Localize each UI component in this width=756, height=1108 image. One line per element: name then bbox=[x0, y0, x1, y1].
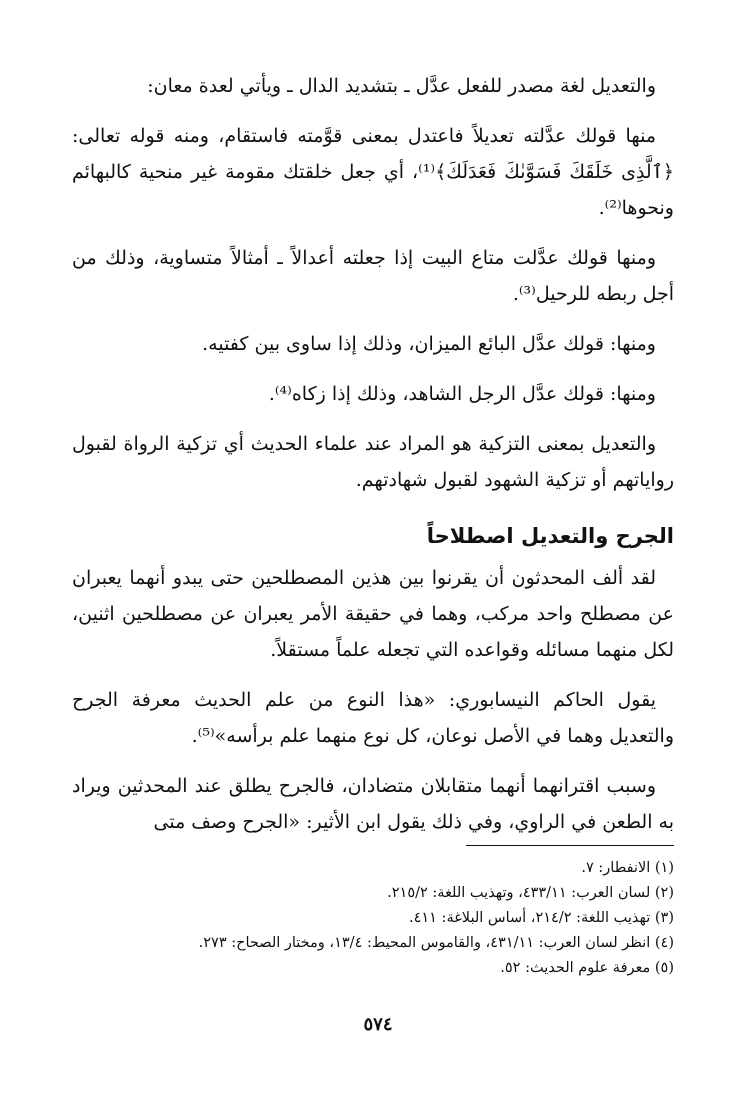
footnote-1: (١) الانفطار: ٧. bbox=[581, 860, 674, 876]
section-heading: الجرح والتعديل اصطلاحاً bbox=[426, 524, 674, 548]
intro-paragraph: والتعديل لغة مصدر للفعل عدَّل ـ بتشديد الدال ـ ويأتي لعدة معان: bbox=[147, 75, 656, 97]
footnote-5: (٥) معرفة علوم الحديث: ٥٢. bbox=[500, 960, 674, 976]
meaning-paragraph-2: ومنها قولك عدَّلت متاع البيت إذا جعلته أعدالاً ـ أمثالاً متساوية، وذلك من أجل ربطه للرحيل⁽³⁾. bbox=[72, 247, 674, 305]
footnote-separator bbox=[466, 845, 674, 846]
meaning-paragraph-1: منها قولك عدَّلته تعديلاً فاعتدل بمعنى قوَّمته فاستقام، ومنه قوله تعالى: ﴿ٱلَّذِى خَلَقَكَ فَسَوَّىٰكَ فَعَدَلَكَ﴾⁽¹⁾، أي جعل خلقتك مقومة غير منحية كالبهائم ونحوها⁽²⁾. bbox=[72, 125, 674, 219]
sabab-paragraph: وسبب اقترانهما أنهما متقابلان متضادان، فالجرح يطلق عند المحدثين ويراد به الطعن في الراوي، وفي ذلك يقول ابن الأثير: «الجرح وصف متى bbox=[72, 775, 674, 833]
tazkiya-paragraph: والتعديل بمعنى التزكية هو المراد عند علماء الحديث أي تزكية الرواة لقبول رواياتهم أو تزكية الشهود لقبول شهادتهم. bbox=[72, 433, 674, 491]
footnotes bbox=[74, 856, 674, 981]
footnote-2: (٢) لسان العرب: ٤٣٣/١١، وتهذيب اللغة: ٢١٥/٢. bbox=[387, 885, 674, 901]
hakim-quote-paragraph: يقول الحاكم النيسابوري: «هذا النوع من علم الحديث معرفة الجرح والتعديل وهما في الأصل نوعان، كل نوع منهما علم برأسه»⁽⁵⁾. bbox=[72, 689, 674, 747]
meaning-paragraph-4: ومنها: قولك عدَّل الرجل الشاهد، وذلك إذا زكاه⁽⁴⁾. bbox=[268, 383, 656, 405]
footnote-3: (٣) تهذيب اللغة: ٢١٤/٢، أساس البلاغة: ٤١١. bbox=[408, 910, 674, 926]
meaning-paragraph-3: ومنها: قولك عدَّل البائع الميزان، وذلك إذا ساوى بين كفتيه. bbox=[202, 333, 656, 355]
main-text bbox=[72, 68, 674, 854]
page-number: ٥٧٤ bbox=[363, 1014, 393, 1035]
istilah-paragraph: لقد ألف المحدثون أن يقرنوا بين هذين المصطلحين حتى يبدو أنهما يعبران عن مصطلح واحد مركب، وهما في حقيقة الأمر يعبران عن مصطلحين اثنين، لكل منهما مسائله وقواعده التي تجعله علماً مستقلاً. bbox=[72, 567, 674, 661]
footnote-4: (٤) انظر لسان العرب: ٤٣١/١١، والقاموس المحيط: ١٣/٤، ومختار الصحاح: ٢٧٣. bbox=[198, 935, 674, 951]
